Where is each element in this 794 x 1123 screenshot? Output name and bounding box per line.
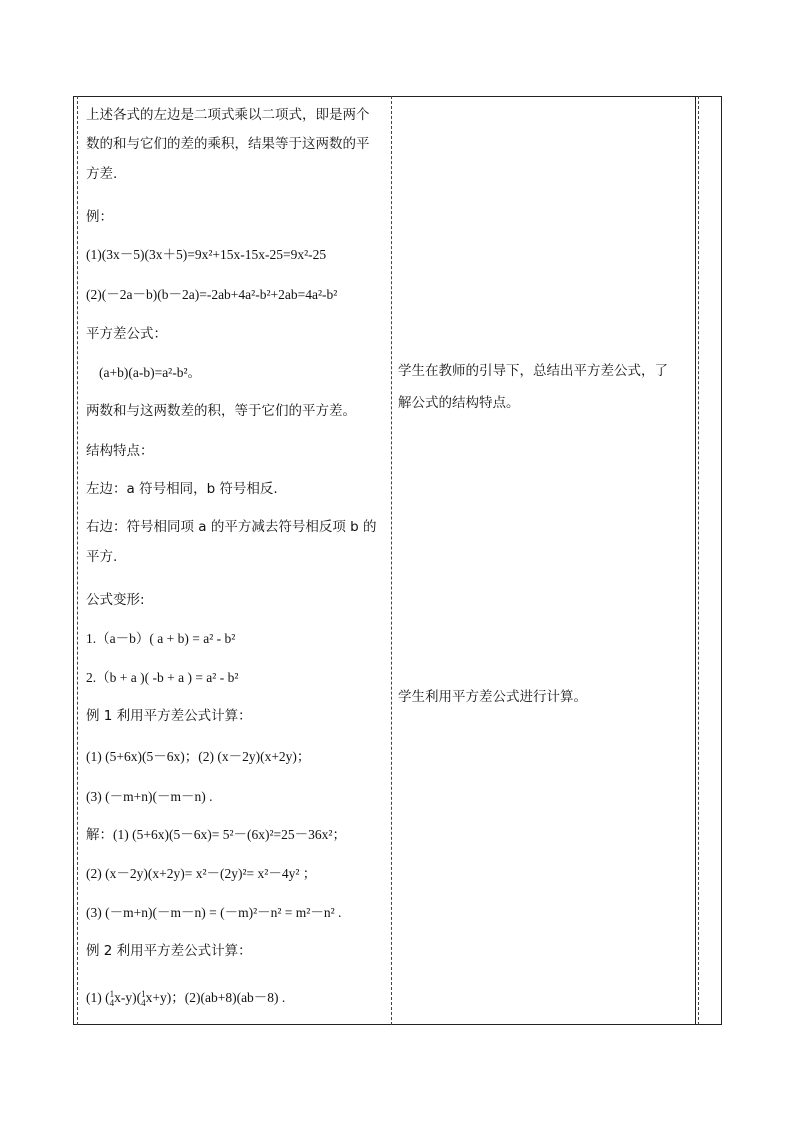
teacher-note-2: 学生利用平方差公式进行计算。 [398, 689, 587, 705]
formula: (a+b)(a-b)=a²-b²。 [99, 365, 202, 380]
structure-right-line-1: 右边：符号相同项 a 的平方减去符号相反项 b 的 [86, 519, 377, 535]
example2-q-mid2: x+y)；(2)(ab+8)(ab－8) . [145, 990, 286, 1005]
transform-label: 公式变形: [86, 592, 145, 608]
intro-line-1: 上述各式的左边是二项式乘以二项式，即是两个 [86, 107, 370, 123]
solution-3: (3) (－m+n)(－m－n) = (－m)²－n² = m²－n² . [86, 905, 342, 920]
fraction-numerator: 1 [109, 988, 115, 999]
table-top-border [74, 96, 721, 97]
example2-title: 例 2 利用平方差公式计算： [86, 943, 252, 959]
example-label: 例： [86, 209, 113, 225]
example2-question [86, 986, 285, 1009]
fraction-numerator: 1 [141, 988, 146, 999]
example2-q-pre: (1) ( [86, 990, 110, 1005]
column-divider-1 [391, 96, 392, 1025]
column-divider-2 [695, 96, 696, 1025]
example1-question-1: (1) (5+6x)(5－6x)；(2) (x－2y)(x+2y)； [86, 749, 311, 764]
formula-description: 两数和与这两数差的积，等于它们的平方差。 [86, 403, 356, 419]
example1-title: 例 1 利用平方差公式计算： [86, 708, 252, 724]
example-1: (1)(3x－5)(3x＋5)=9x²+15x-15x-25=9x²-25 [86, 247, 327, 262]
fraction-denominator: 4 [141, 997, 146, 1008]
solution-2: (2) (x－2y)(x+2y)= x²－(2y)²= x²－4y² ； [86, 866, 317, 881]
column-divider-3 [698, 96, 699, 1025]
teacher-note-line-2: 解公式的结构特点。 [398, 395, 520, 411]
table-frame [73, 96, 722, 1025]
transform-2: 2.（b + a )( -b + a ) = a² - b² [86, 670, 239, 685]
structure-right-line-2: 平方. [86, 549, 118, 565]
transform-1: 1.（a－b）( a + b) = a² - b² [86, 631, 236, 646]
intro-line-2: 数的和与它们的差的乘积，结果等于这两数的平 [86, 136, 370, 152]
structure-left: 左边：a 符号相同，b 符号相反. [86, 481, 278, 497]
intro-line-3: 方差. [86, 166, 118, 182]
inner-left-border [77, 96, 78, 1025]
solution-1: 解：(1) (5+6x)(5－6x)= 5²－(6x)²=25－36x²； [86, 827, 346, 842]
formula-label: 平方差公式： [86, 326, 167, 342]
fraction-denominator: 4 [109, 997, 115, 1008]
example-2: (2)(－2a－b)(b－2a)=-2ab+4a²-b²+2ab=4a²-b² [86, 287, 338, 302]
structure-label: 结构特点： [86, 443, 154, 459]
example2-q-mid1: x-y)( [114, 990, 142, 1005]
example1-question-2: (3) (－m+n)(－m－n) . [86, 789, 213, 804]
teacher-note-line-1: 学生在教师的引导下，总结出平方差公式，了 [398, 363, 668, 379]
table-bottom-border [74, 1024, 721, 1025]
